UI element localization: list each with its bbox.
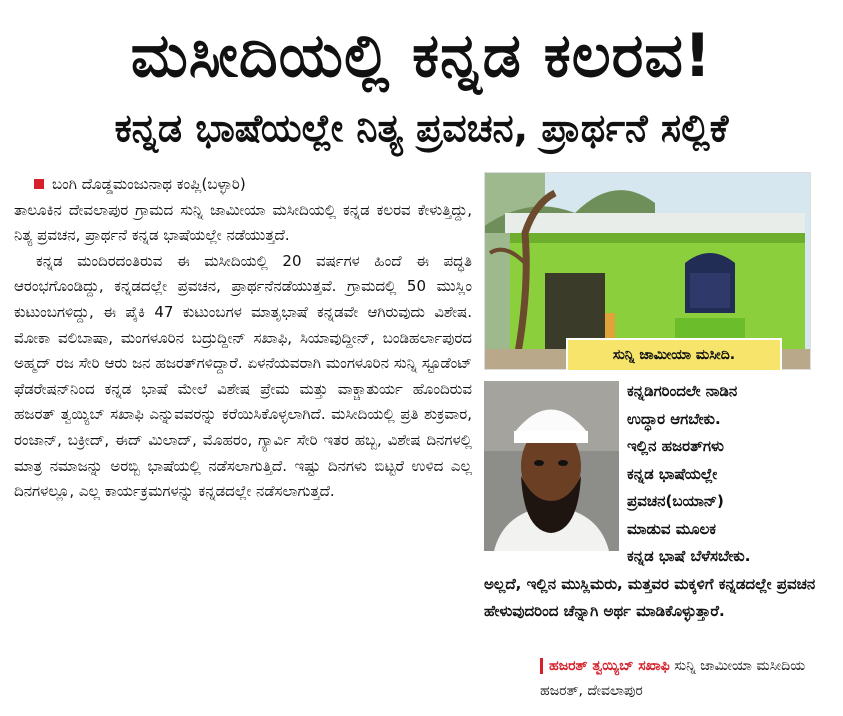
quote-line: ಕನ್ನಡಿಗರಿಂದಲೇ ನಾಡಿನ: [627, 382, 738, 400]
article-body: [14, 172, 472, 505]
quote-line: ಕನ್ನಡ ಭಾಷೆ ಬೆಳೆಸಬೇಕು.: [627, 547, 751, 565]
byline-square-icon: [34, 179, 44, 189]
quote-author-role: ಸುನ್ನಿ ಜಾಮೀಯಾ ಮಸೀದಿಯ ಹಜರತ್, ದೇವಲಾಪುರ: [540, 658, 806, 699]
quote-line: ಇಲ್ಲಿನ ಹಜರತ್‌ಗಳು: [627, 437, 724, 455]
quote-line: ಉದ್ಧಾರ ಆಗಬೇಕು.: [627, 409, 721, 428]
portrait-photo: [484, 381, 619, 551]
paragraph-2: ಕನ್ನಡ ಮಂದಿರದಂತಿರುವ ಈ ಮಸೀದಿಯಲ್ಲಿ 20 ವರ್ಷಗಳ ಹಿಂದೆ ಈ ಪದ್ಧತಿ ಆರಂಭಗೊಂಡಿದ್ದು, ಕನ್ನಡದಲ್ಲೇ ಪ್ರವಚನ, ಪ್ರಾರ್ಥನೆನಡೆಯುತ್ತವೆ. ಗ್ರಾಮದಲ್ಲಿ 50 ಮುಸ್ಲಿಂ ಕುಟುಂಬಗಳಿದ್ದು, ಈ ಪೈಕಿ 47 ಕುಟುಂಬಗಳ ಮಾತೃಭಾಷೆ ಕನ್ನಡವೇ ಆಗಿರುವುದು ವಿಶೇಷ. ಮೋಕಾ ವಲಿಬಾಷಾ, ಮಂಗಳೂರಿನ ಬದ್ರುದ್ದೀನ್ ಸಖಾಫಿ, ಸಿಯಾವುದ್ದೀನ್, ಬಂಡಿಹರ್ಲಾಪುರದ ಅಹ್ಮದ್ ರಜ ಸೇರಿ ಆರು ಜನ ಹಜರತ್‌ಗಳಿದ್ದಾರೆ. ಏಳನೆಯವರಾಗಿ ಮಂಗಳೂರಿನ ಸುನ್ನಿ ಸ್ಟೂಡೆಂಟ್ ಫೆಡರೇಷನ್‌ನಿಂದ ಕನ್ನಡ ಭಾಷೆ ಮೇಲೆ ವಿಶೇಷ ಪ್ರೇಮ ಮತ್ತು ವಾಕ್ಚಾತುರ್ಯ ಹೊಂದಿರುವ ಹಜರತ್ ತ್ವಯ್ಯಿಬ್ ಸಖಾಫಿ ಎನ್ನುವವರನ್ನು ಕರೆಯಿಸಿಕೊಳ್ಳಲಾಗಿದೆ. ಮಸೀದಿಯಲ್ಲಿ ಪ್ರತಿ ಶುಕ್ರವಾರ, ರಂಜಾನ್, ಬಕ್ರೀದ್, ಈದ್ ಮಿಲಾದ್, ಮೊಹರಂ, ಗ್ಯಾರ್ವಿ ಸೇರಿ ಇತರ ಹಬ್ಬ, ವಿಶೇಷ ದಿನಗಳಲ್ಲಿ ಮಾತ್ರ ನಮಾಜನ್ನು ಅರಬ್ಬಿ ಭಾಷೆಯಲ್ಲಿ ನಡೆಸಲಾಗುತ್ತಿದೆ. ಇಷ್ಟು ದಿನಗಳು ಬಿಟ್ಟರೆ ಉಳಿದ ಎಲ್ಲ ದಿನಗಳಲ್ಲೂ, ಎಲ್ಲ ಕಾರ್ಯಕ್ರಮಗಳನ್ನು ಕನ್ನಡದಲ್ಲೇ ನಡೆಸಲಾಗುತ್ತದೆ.: [14, 251, 472, 501]
byline-line: [14, 172, 472, 198]
attribution-bar-icon: [540, 658, 543, 674]
quote-attribution: [540, 654, 835, 704]
quote-line: ಕನ್ನಡ ಭಾಷೆಯಲ್ಲೇ: [627, 464, 718, 483]
quote-line: ಮಾಡುವ ಮೂಲಕ: [627, 519, 717, 538]
paragraph-1: ತಾಲೂಕಿನ ದೇವಲಾಪುರ ಗ್ರಾಮದ ಸುನ್ನಿ ಜಾಮೀಯಾ ಮಸೀದಿಯಲ್ಲಿ ಕನ್ನಡ ಕಲರವ ಕೇಳುತ್ತಿದ್ದು, ನಿತ್ಯ ಪ್ರವಚನ, ಪ್ರಾರ್ಥನೆ ಕನ್ನಡ ಭಾಷೆಯಲ್ಲೇ ನಡೆಯುತ್ತದೆ.: [14, 200, 472, 245]
quote-top: [627, 378, 832, 571]
byline: ಬಂಗಿ ದೊಡ್ಡಮಂಜುನಾಥ ಕಂಪ್ಲಿ(ಬಳ್ಳಾರಿ): [52, 175, 246, 193]
photo-caption: ಸುನ್ನಿ ಜಾಮೀಯಾ ಮಸೀದಿ.: [566, 338, 782, 372]
quote-line: ಪ್ರವಚನ(ಬಯಾನ್): [627, 492, 724, 510]
subheadline: ಕನ್ನಡ ಭಾಷೆಯಲ್ಲೇ ನಿತ್ಯ ಪ್ರವಚನ, ಪ್ರಾರ್ಥನೆ ಸಲ್ಲಿಕೆ: [114, 106, 729, 150]
quote-author: ಹಜರತ್ ತ್ವಯ್ಯಿಬ್ ಸಖಾಫಿ: [549, 658, 670, 674]
headline: ಮಸೀದಿಯಲ್ಲಿ ಕನ್ನಡ ಕಲರವ!: [130, 21, 713, 91]
quote-bottom: ಅಲ್ಲದೆ, ಇಲ್ಲಿನ ಮುಸ್ಲಿಮರು, ಮತ್ತವರ ಮಕ್ಕಳಿಗೆ ಕನ್ನಡದಲ್ಲೇ ಪ್ರವಚನ ಹೇಳುವುದರಿಂದ ಚೆನ್ನಾಗಿ ಅರ್ಥ ಮಾಡಿಕೊಳ್ಳುತ್ತಾರೆ.: [484, 575, 816, 620]
